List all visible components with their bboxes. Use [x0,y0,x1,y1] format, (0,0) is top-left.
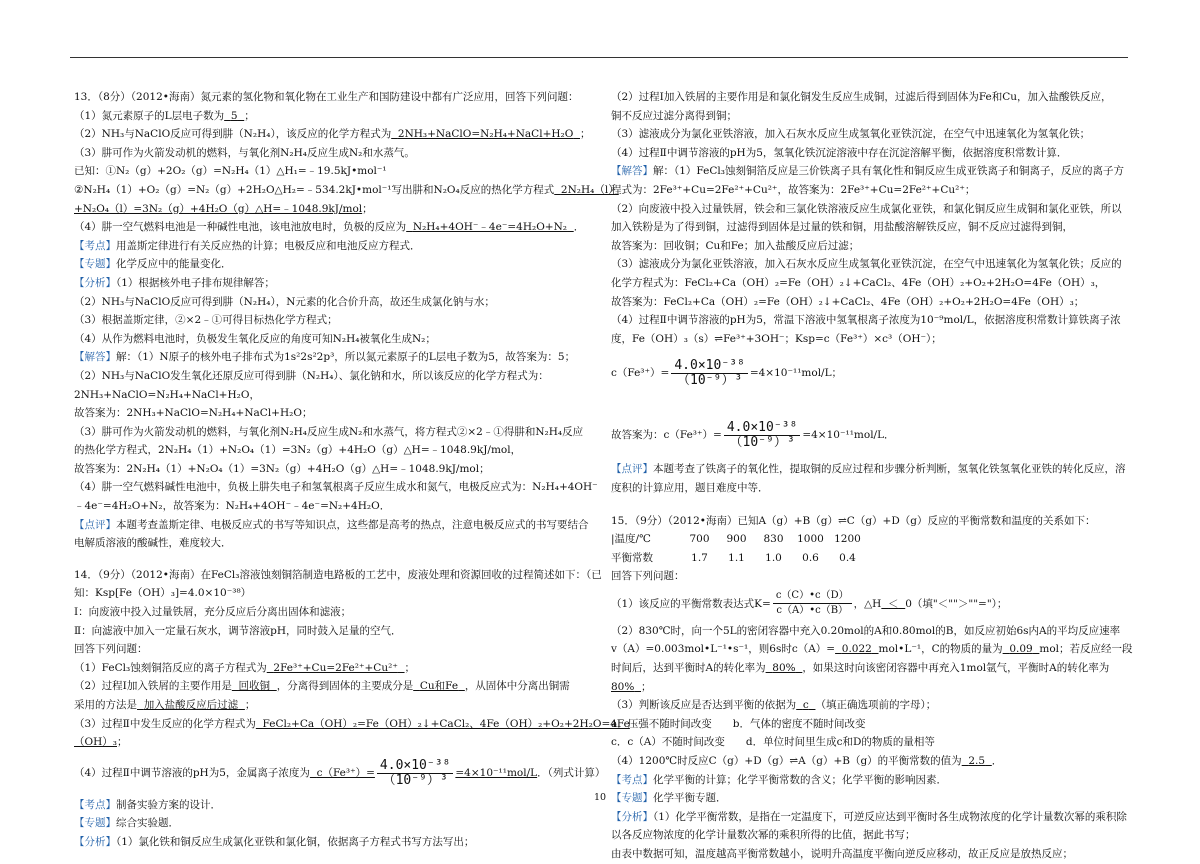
fraction: $\frac{\text{4.0×10⁻³⁸}}{\text{（10⁻⁹）³}}$ [724,421,800,450]
fraction: $\frac{\text{4.0×10⁻³⁸}}{\text{（10⁻⁹）³}}$ [671,359,747,388]
q13-dianping: 【点评】本题考查盖斯定律、电极反应式的书写等知识点，这些都是高考的热点，注意电极反应式的书写要结合 [74,518,589,531]
answer-blank: ＜ [888,597,899,610]
answer-blank: 加入盐酸反应后过滤 [143,699,239,711]
q14-part3-cont: （OH）₃； [74,736,128,749]
q13-jieda-4: 故答案为：2NH₃+NaClO=N₂H₄+NaCl+H₂O； [74,407,313,420]
q13-fenxi: 【分析】（1）根据核外电子排布规律解答； [74,276,275,289]
q14-dianping-2: 度积的计算应用，题目难度中等． [611,481,769,494]
q13-given1: 已知：①N₂（g）+2O₂（g）=N₂H₄（1）△H₁=﹣19.5kJ•mol⁻¹ [74,165,387,178]
answer-blank: （OH）₃ [74,736,117,749]
q13-dianping-2: 电解质溶液的酸碱性，难度较大． [74,537,232,550]
q15-fenxi-2: 以各反应物浓度的化学计量数次幂的乘积所得的比值，据此书写； [611,829,916,842]
q13-zhuanti: 【专题】化学反应中的能量变化． [74,258,232,271]
section-tag: 【解答】 [74,351,116,364]
section-tag: 【分析】 [74,276,116,289]
q15-temp-row: |温度/℃ 700 900 830 1000 1200 [611,533,861,546]
q14-jieda-7: 化学方程式为：FeCl₂+Ca（OH）₂=Fe（OH）₂↓+CaCl₂、4Fe（OH）₂+O₂+2H₂O=4Fe（OH）₃， [611,276,1106,289]
q13-given2: ②N₂H₄（1）+O₂（g）=N₂（g）+2H₂O△H₂=﹣534.2kJ•mol⁻¹写出肼和N₂O₄反应的热化学方程式 2N₂H₄（l） [74,183,619,196]
q13-part3: （3）肼可作为火箭发动机的燃料，与氧化剂N₂H₄反应生成N₂和水蒸气。 [74,146,415,159]
answer-blank: 2Fe³⁺+Cu=2Fe²⁺+Cu²⁺ [273,661,398,674]
q14-dianping: 【点评】本题考查了铁离子的氧化性，提取铜的反应过程和步骤分析判断，氢氧化铁氢氧化亚铁的转化反应，溶 [611,463,1126,476]
answer-blank: 回收铜 [238,680,271,693]
answer-blank: 80% [772,662,796,675]
answer-blank: c [802,699,809,712]
q13-jieda-8: （4）肼一空气燃料碱性电池中，负极上肼失电子和氢氧根离子反应生成水和氮气，电极反应式为：N₂H₄+4OH⁻ [74,481,598,494]
q15-part1: （1）该反应的平衡常数表达式K= $\frac{c(C)•c(D)}{c(A)•c(B)}$ ，△H ＜ 0（填"＜""＞""="）； [611,590,1008,617]
answer-blank: 2NH₃+NaClO=N₂H₄+NaCl+H₂O [397,128,574,141]
header-rule [70,57,1128,58]
q13-fenxi-4: （4）从作为燃料电池时，负极发生氧化反应的角度可知N₂H₄被氧化生成N₂； [74,332,436,345]
q13-part2: （2）NH₃与NaClO反应可得到肼（N₂H₄），该反应的化学方程式为 2NH₃+NaClO=N₂H₄+NaCl+H₂O ； [74,128,591,141]
q13-title: 13．（8分）（2012•海南）氮元素的氢化物和氧化物在工业生产和国防建设中都有广泛应用，回答下列问题： [74,91,579,103]
section-tag: 【点评】 [611,463,653,476]
q14-jieda-5: 故答案为：回收铜；Cu和Fe；加入盐酸反应后过滤； [611,239,860,252]
q13-fenxi-3: （3）根据盖斯定律，②×2﹣①可得目标热化学方程式； [74,314,338,327]
answer-blank: 2N₂H₄（l） [560,183,619,196]
q15-part2-cont-2: 时间后，达到平衡时A的转化率为 80% ，如果这时向该密闭容器中再充入1mol氩气，平衡时A的转化率为 [611,662,1110,675]
q15-zhuanti: 【专题】化学平衡专题． [611,792,727,805]
q14-fenxi: 【分析】（1）氯化铁和铜反应生成氯化亚铁和氯化铜，依据离子方程式书写方法写出； [74,835,475,848]
q14-part2: （2）过程Ⅰ加入铁屑的主要作用是 回收铜 ，分离得到固体的主要成分是 Cu和Fe ，从固体中分离出铜需 [74,680,570,693]
q13-given2-cont: +N₂O₄（l）=3N₂（g）+4H₂O（g）△H=﹣1048.9kJ/mol； [74,202,373,215]
q15-fenxi: 【分析】（1）化学平衡常数，是指在一定温度下，可逆反应达到平衡时各生成物浓度的化学计量数次幂的乘积除 [611,810,1127,823]
section-tag: 【点评】 [74,518,116,531]
q14-prompt: 回答下列问题： [74,643,148,656]
q15-prompt: 回答下列问题： [611,570,685,583]
q13-kaodian: 【考点】用盖斯定律进行有关反应热的计算；电极反应和电池反应方程式． [74,239,421,252]
answer-blank: Cu和Fe [419,680,459,693]
fraction: $\frac{\text{4.0×10⁻³⁸}}{\text{（10⁻⁹）³}}$ [377,759,453,788]
q14-jieda-9: （4）过程Ⅱ中调节溶液的pH为5，常温下溶液中氢氧根离子浓度为10⁻⁹mol/L，依据溶度积常数计算铁离子浓 [611,314,1121,327]
q15-part3: （3）判断该反应是否达到平衡的依据为 c （填正确选项前的字母）； [611,699,937,712]
section-tag: 【考点】 [74,798,116,811]
answer-blank: 5 [230,109,238,122]
answer-blank: 80% [611,680,635,693]
section-tag: 【解答】 [611,165,653,178]
q13-jieda: 【解答】解：（1）N原子的核外电子排布式为1s²2s²2p³，所以氮元素原子的L层电子数为5，故答案为：5； [74,351,576,364]
q13-jieda-6: 的热化学方程式，2N₂H₄（1）+N₂O₄（1）=3N₂（g）+4H₂O（g）△H=﹣1048.9kJ/mol， [74,444,522,457]
answer-blank: FeCl₂+Ca（OH）₂=Fe（OH）₂↓+CaCl₂、4Fe（OH）₂+O₂+2H₂O=4Fe [262,717,630,730]
section-tag: 【专题】 [74,817,116,830]
q14-title-2: 知：Ksp[Fe（OH）₃]=4.0×10⁻³⁸） [74,587,252,600]
fraction: $\frac{c(C)•c(D)}{c(A)•c(B)}$ [773,589,852,618]
right-column [611,88,1133,864]
q15-part2-cont-3: 80% ； [611,680,652,693]
section-tag: 【专题】 [74,258,116,271]
q14-jieda-10: 度，Fe（OH）₃（s）⇌Fe³⁺+3OH⁻；Ksp=c（Fe³⁺）×c³（OH⁻）； [611,332,942,345]
q15-kaodian: 【考点】化学平衡的计算；化学平衡常数的含义；化学平衡的影响因素． [611,773,947,786]
page-number: 10 [593,792,607,803]
q14-part4: （4）过程Ⅱ中调节溶液的pH为5，金属离子浓度为 c（Fe³⁺）= $\frac{\text{4.0×10⁻³⁸}}{\text{（10⁻⁹）³}}$ =4×10⁻¹¹mol/L ．（列式计算） [74,758,606,789]
q14-jieda: 【解答】解：（1）FeCl₃蚀刻铜箔反应是三价铁离子具有氧化性和铜反应生成亚铁离子和铜离子，反应的离子方 [611,165,1124,178]
q14-title: 14．（9分）（2012•海南）在FeCl₃溶液蚀刻铜箔制造电路板的工艺中，废液处理和资源回收的过程简述如下：（已 [74,568,602,581]
q14-part3: （3）过程Ⅱ中发生反应的化学方程式为 FeCl₂+Ca（OH）₂=Fe（OH）₂↓+CaCl₂、4Fe（OH）₂+O₂+2H₂O=4Fe [74,717,630,730]
q13-jieda-9: ﹣4e⁻=4H₂O+N₂，故答案为：N₂H₄+4OH⁻﹣4e⁻=N₂+4H₂O． [74,500,391,513]
q13-jieda-7: 故答案为：2N₂H₄（1）+N₂O₄（1）=3N₂（g）+4H₂O（g）△H=﹣1048.9kJ/mol； [74,462,490,475]
q14-zhuanti: 【专题】综合实验题． [74,817,179,830]
q14-jieda-3: （2）向废液中投入过量铁屑，铁会和三氯化铁溶液反应生成氯化亚铁，和氯化铜反应生成铜和氯化亚铁，所以 [611,202,1122,215]
answer-blank: +N₂O₄（l）=3N₂（g）+4H₂O（g）△H=﹣1048.9kJ/mol [74,202,363,215]
answer-blank: N₂H₄+4OH⁻﹣4e⁻=4H₂O+N₂ [412,221,568,234]
q13-fenxi-2: （2）NH₃与NaClO反应可得到肼（N₂H₄），N元素的化合价升高，故还生成氯化钠与水； [74,295,495,308]
section-tag: 【专题】 [611,792,653,805]
q15-option-cd: c．c（A）不随时间改变 d．单位时间里生成c和D的物质的量相等 [611,736,935,749]
q13-part1: （1）氮元素原子的L层电子数为 5 ； [74,109,255,122]
q14-part1: （1）FeCl₃蚀刻铜箔反应的离子方程式为 2Fe³⁺+Cu=2Fe²⁺+Cu²⁺ ； [74,661,416,674]
section-tag: 【分析】 [611,810,653,823]
q14-step1: Ⅰ：向废液中投入过量铁屑，充分反应后分离出固体和滤液； [74,606,352,619]
q13-jieda-5: （3）肼可作为火箭发动机的燃料，与氧化剂N₂H₄反应生成N₂和水蒸气，将方程式②×2﹣①得肼和N₂H₄反应 [74,425,584,438]
q13-part4: （4）肼一空气燃料电池是一种碱性电池，该电池放电时，负极的反应为 N₂H₄+4OH⁻﹣4e⁻=4H₂O+N₂ ． [74,221,585,234]
q13-jieda-2: （2）NH₃与NaClO发生氧化还原反应可得到肼（N₂H₄）、氯化钠和水，所以该反应的化学方程式为： [74,369,549,382]
answer-blank: 0.022 [841,643,872,656]
q15-k-row: 平衡常数 1.7 1.1 1.0 0.6 0.4 [611,551,856,564]
q14-jieda-8: 故答案为：FeCl₂+Ca（OH）₂=Fe（OH）₂↓+CaCl₂、4Fe（OH）₂+O₂+2H₂O=4Fe（OH）₃； [611,295,1085,308]
q15-fenxi-3: 由表中数据可知，温度越高平衡常数越小，说明升高温度平衡向逆反应移动，故正反应是放热反应； [611,848,1073,860]
q14-fenxi-5: （4）过程Ⅱ中调节溶液的pH为5，氢氧化铁沉淀溶液中存在沉淀溶解平衡，依据溶度积常数计算． [611,146,1068,159]
q14-fenxi-2: （2）过程Ⅰ加入铁屑的主要作用是和氯化铜发生反应生成铜，过滤后得到固体为Fe和Cu，加入盐酸铁反应， [611,91,1112,103]
section-tag: 【分析】 [74,835,116,848]
q15-part4: （4）1200℃时反应C（g）+D（g）⇌A（g）+B（g）的平衡常数的值为 2.5 ． [611,755,1003,768]
q14-jieda-4: 加入铁粉是为了得到铜，过滤得到固体是过量的铁和铜，用盐酸溶解铁反应，铜不反应过滤得到铜， [611,221,1073,234]
section-tag: 【考点】 [74,239,116,252]
q15-title: 15．（9分）（2012•海南）已知A（g）+B（g）⇌C（g）+D（g）反应的平衡常数和温度的关系如下： [611,514,1096,527]
q15-part2: （2）830℃时，向一个5L的密闭容器中充入0.20mol的A和0.80mol的B，如反应初始6s内A的平均反应速率 [611,624,1121,637]
q14-kaodian: 【考点】制备实验方案的设计． [74,798,221,811]
q13-jieda-3: 2NH₃+NaClO=N₂H₄+NaCl+H₂O， [74,388,260,401]
q14-formula-2: 故答案为：c（Fe³⁺）= $\frac{\text{4.0×10⁻³⁸}}{\text{（10⁻⁹）³}}$ =4×10⁻¹¹mol/L． [611,419,895,450]
q14-step2: Ⅱ：向滤液中加入一定量石灰水，调节溶液pH，同时鼓入足量的空气． [74,624,402,637]
q14-fenxi-3: 铜不反应过滤分离得到铜； [611,109,737,122]
q15-option-ab: a．压强不随时间改变 b．气体的密度不随时间改变 [611,717,866,730]
answer-blank: 2.5 [968,755,986,768]
answer-blank: c（Fe³⁺）= [316,767,375,780]
q15-part2-cont: v（A）=0.003mol•L⁻¹•s⁻¹，则6s时c（A）= 0.022 mol•L⁻¹，C的物质的量为 0.09 mol；若反应经一段 [611,643,1133,656]
q14-part2-cont: 采用的方法是 加入盐酸反应后过滤 ； [74,699,256,711]
q14-fenxi-4: （3）滤液成分为氯化亚铁溶液，加入石灰水反应生成氢氧化亚铁沉淀，在空气中迅速氧化为氢氧化铁； [611,128,1091,141]
answer-blank: 0.09 [1009,643,1033,656]
q14-jieda-2: 程式为：2Fe³⁺+Cu=2Fe²⁺+Cu²⁺，故答案为：2Fe³⁺+Cu=2Fe²⁺+Cu²⁺； [611,183,976,196]
q14-formula-1: c（Fe³⁺）= $\frac{\text{4.0×10⁻³⁸}}{\text{（10⁻⁹）³}}$ =4×10⁻¹¹mol/L； [611,357,843,388]
section-tag: 【考点】 [611,773,653,786]
q14-jieda-6: （3）滤液成分为氯化亚铁溶液，加入石灰水反应生成氢氧化亚铁沉淀，在空气中迅速氧化为氢氧化铁；反应的 [611,258,1122,271]
